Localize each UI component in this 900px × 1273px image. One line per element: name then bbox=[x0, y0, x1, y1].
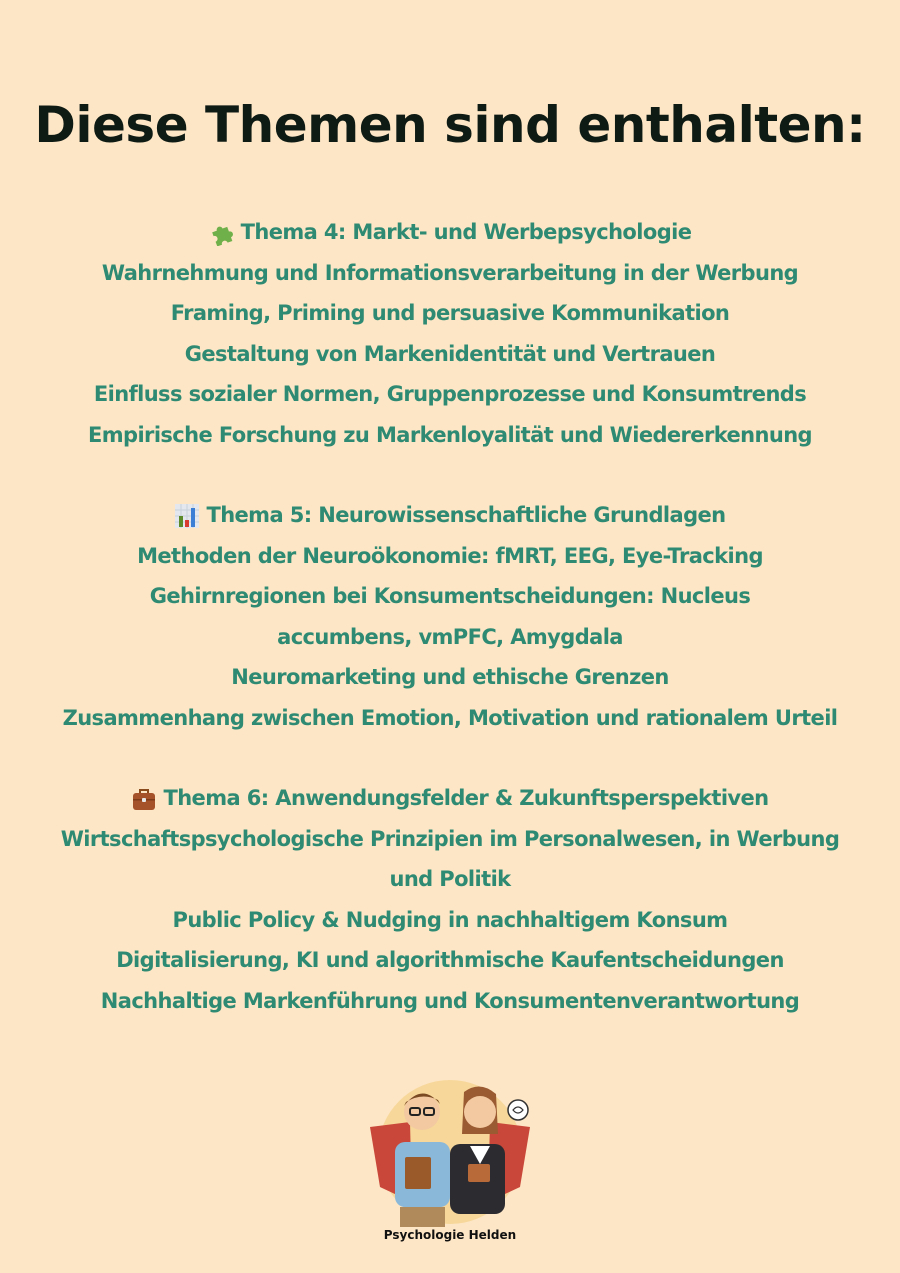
section-heading bbox=[0, 778, 900, 819]
list-item: Framing, Priming und persuasive Kommunikation bbox=[170, 301, 730, 325]
section-heading bbox=[0, 212, 900, 253]
list-item: Digitalisierung, KI und algorithmische Kaufentscheidungen bbox=[116, 948, 784, 972]
bar-chart-icon bbox=[174, 502, 200, 528]
section-thema-6 bbox=[0, 778, 900, 1021]
logo-illustration bbox=[350, 1072, 550, 1252]
section-thema-5 bbox=[0, 495, 900, 738]
section-heading-text: Thema 4: Markt- und Werbepsychologie bbox=[240, 220, 692, 244]
puzzle-piece-icon bbox=[209, 219, 235, 245]
list-item: Wirtschaftspsychologische Prinzipien im Personalwesen, in Werbung und Politik bbox=[60, 826, 840, 891]
section-heading bbox=[0, 495, 900, 536]
list-item: Gehirnregionen bei Konsumentscheidungen: Nucleus accumbens, vmPFC, Amygdala bbox=[149, 584, 751, 649]
section-heading-text: Thema 5: Neurowissenschaftliche Grundlagen bbox=[206, 503, 726, 527]
logo-caption: Psychologie Helden bbox=[383, 1228, 517, 1242]
topics-list bbox=[0, 212, 900, 1061]
list-item: Wahrnehmung und Informationsverarbeitung in der Werbung bbox=[101, 260, 799, 285]
page-title: Diese Themen sind enthalten: bbox=[34, 96, 866, 154]
list-item: Einfluss sozialer Normen, Gruppenprozesse und Konsumtrends bbox=[93, 382, 807, 406]
section-thema-4 bbox=[0, 212, 900, 455]
list-item: Neuromarketing und ethische Grenzen bbox=[231, 665, 669, 689]
list-item: Public Policy & Nudging in nachhaltigem Konsum bbox=[172, 907, 728, 932]
list-item: Nachhaltige Markenführung und Konsumentenverantwortung bbox=[100, 988, 800, 1013]
list-item: Zusammenhang zwischen Emotion, Motivation und rationalem Urteil bbox=[62, 705, 838, 730]
list-item: Empirische Forschung zu Markenloyalität und Wiedererkennung bbox=[88, 422, 812, 447]
list-item: Methoden der Neuroökonomie: fMRT, EEG, Eye-Tracking bbox=[137, 543, 763, 568]
briefcase-icon bbox=[131, 785, 157, 811]
section-heading-text: Thema 6: Anwendungsfelder & Zukunftsperspektiven bbox=[163, 786, 769, 810]
list-item: Gestaltung von Markenidentität und Vertrauen bbox=[184, 341, 716, 366]
